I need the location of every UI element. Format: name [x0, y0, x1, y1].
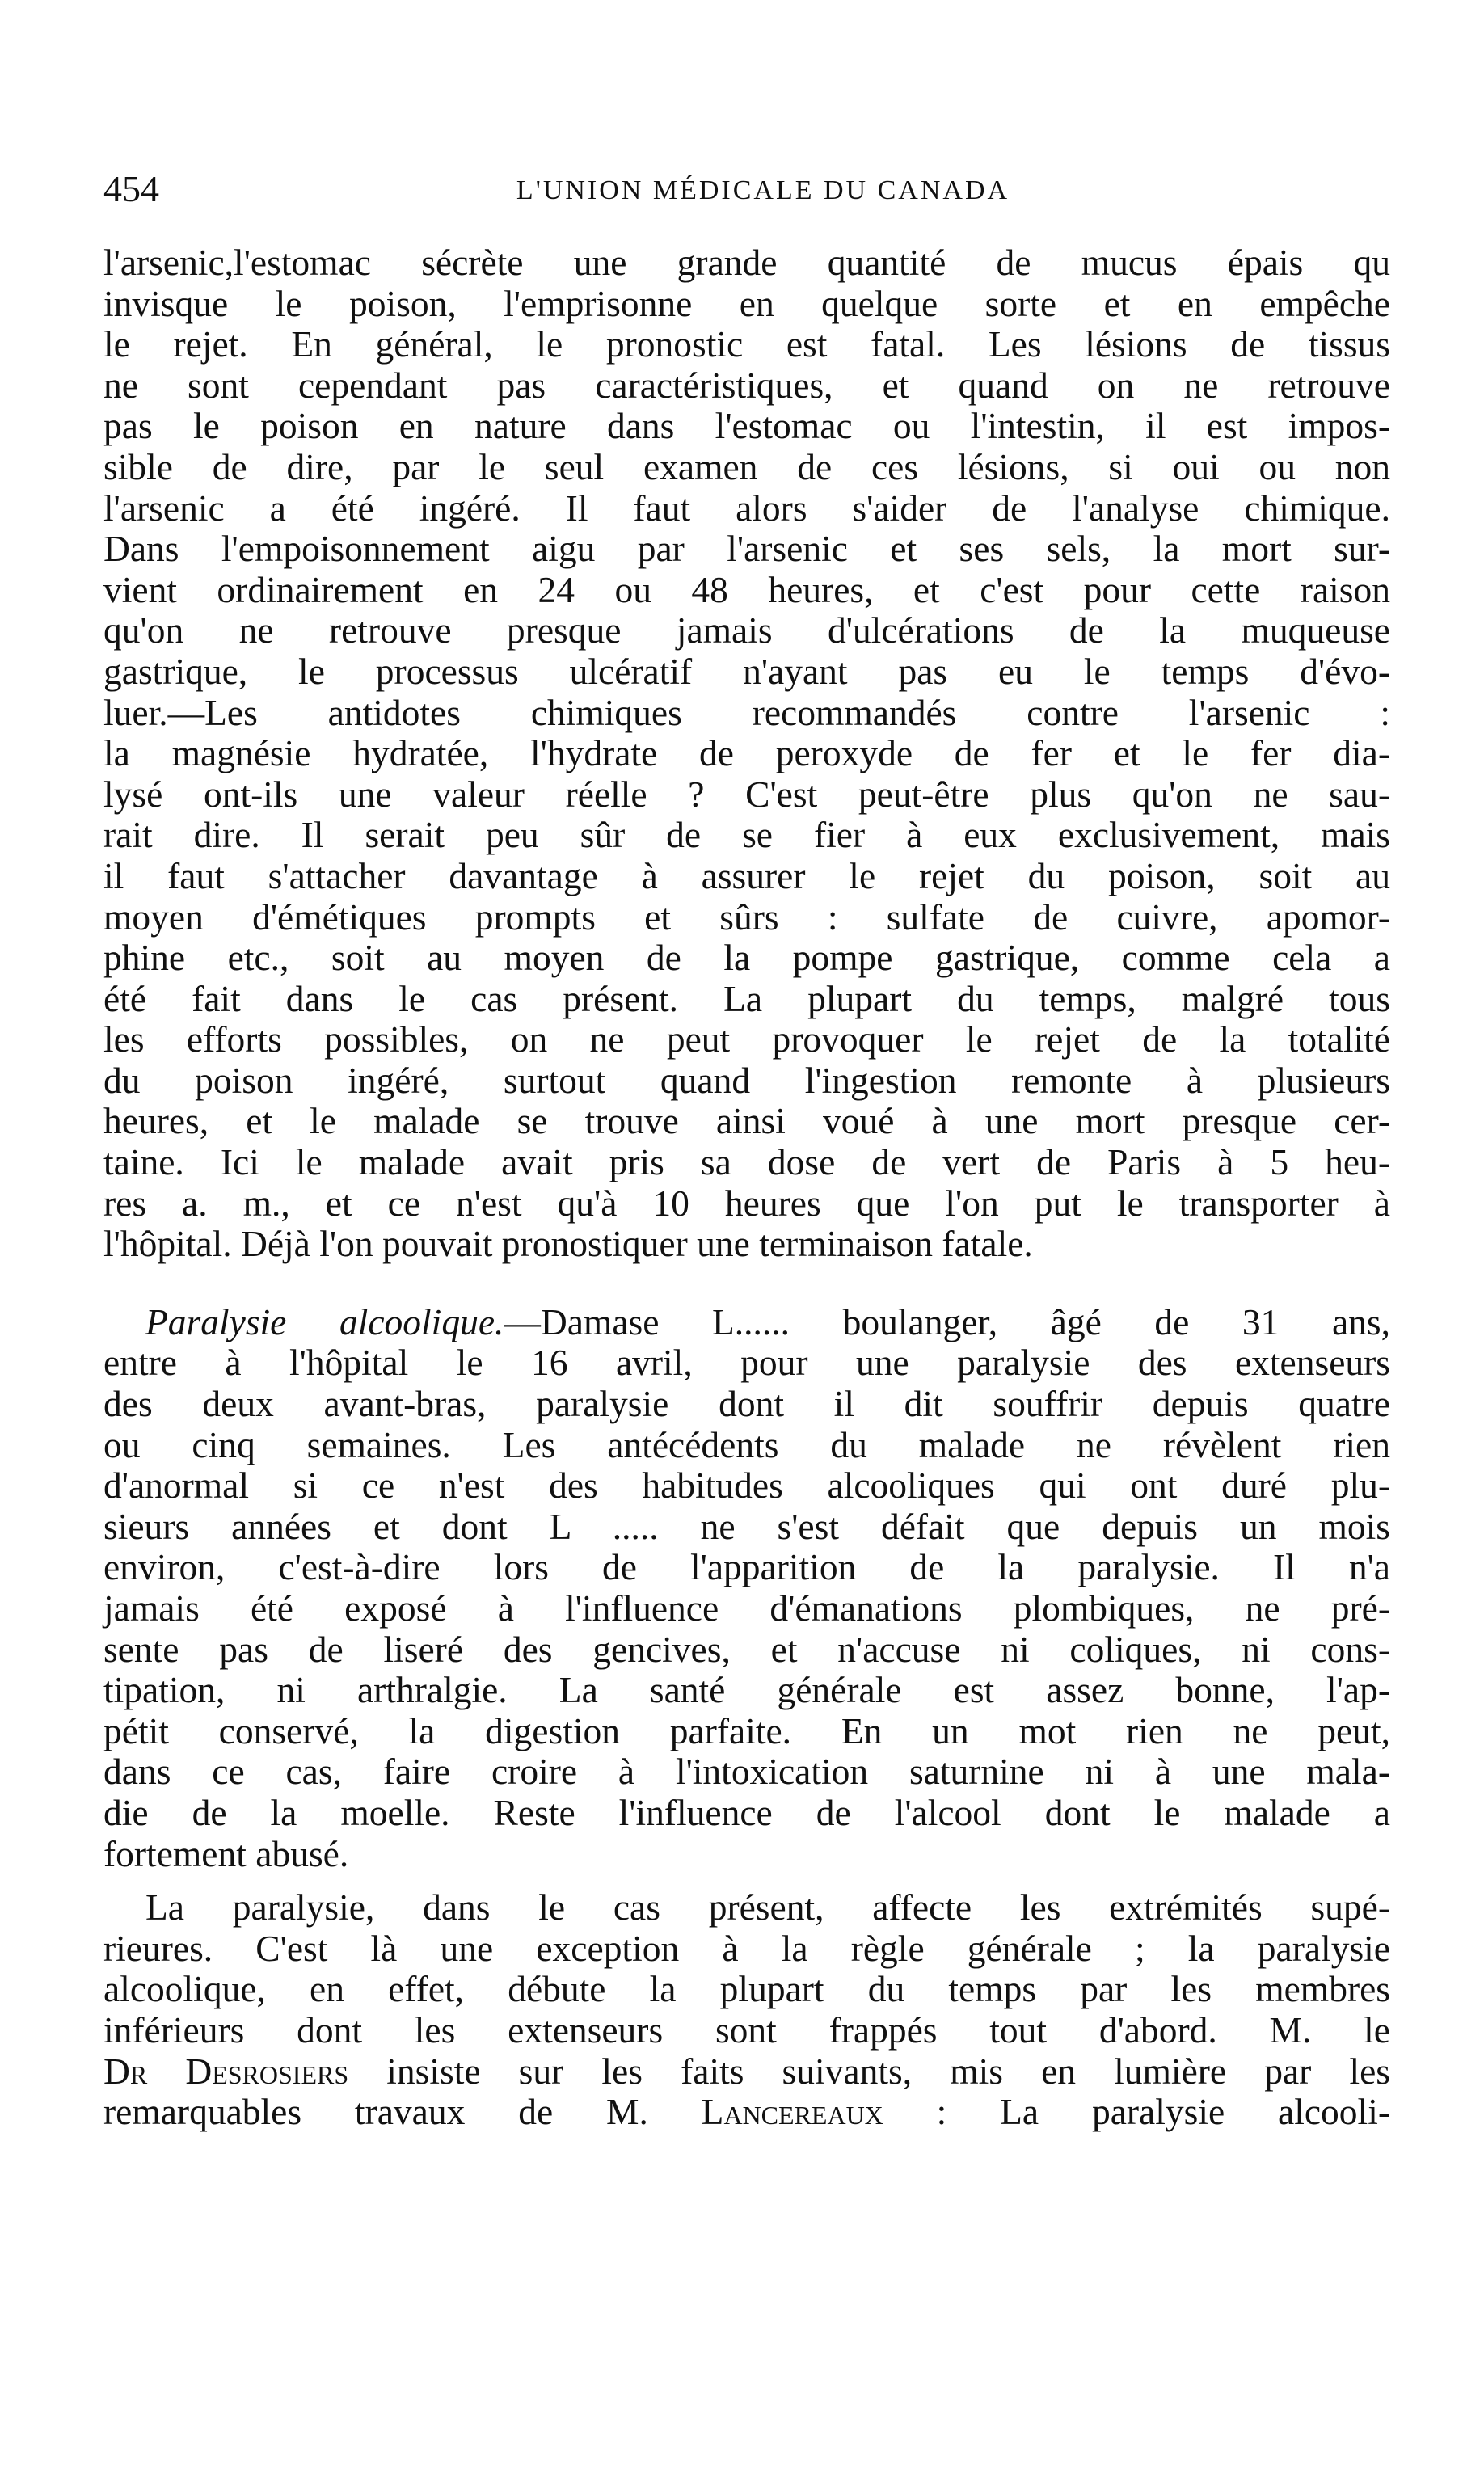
heading-continuation: —Damase L...... boulanger, âgé de 31 ans,: [504, 1300, 1390, 1342]
text-line: heures, et le malade se trouve ainsi voué à une mort presque cer-: [103, 1100, 1390, 1142]
text-line: luer.—Les antidotes chimiques recommandés contre l'arsenic :: [103, 691, 1390, 733]
text-line: vient ordinairement en 24 ou 48 heures, et c'est pour cette raison: [103, 568, 1390, 610]
text-line: des deux avant-bras, paralysie dont il dit souffrir depuis quatre: [103, 1383, 1390, 1425]
text-line: pas le poison en nature dans l'estomac ou l'intestin, il est impos-: [103, 405, 1390, 447]
section-heading: Paralysie alcoolique.: [145, 1300, 504, 1342]
text-line: taine. Ici le malade avait pris sa dose de vert de Paris à 5 heu-: [103, 1141, 1390, 1183]
paragraph-spacer: [103, 1874, 1390, 1887]
author-name-desrosiers: Dr Desrosiers: [103, 2050, 349, 2092]
text-line: rieures. C'est là une exception à la règle générale ; la paralysie: [103, 1927, 1390, 1969]
text-line: pétit conservé, la digestion parfaite. En un mot rien ne peut,: [103, 1709, 1390, 1751]
text-line: alcoolique, en effet, débute la plupart du temps par les membres: [103, 1968, 1390, 2010]
paragraph-paralysie: [103, 1302, 1390, 1874]
text-line: tipation, ni arthralgie. La santé générale est assez bonne, l'ap-: [103, 1669, 1390, 1711]
text-line: sente pas de liseré des gencives, et n'accuse ni coliques, ni cons-: [103, 1628, 1390, 1670]
paragraph-extremites: [103, 1887, 1390, 2133]
text-line: l'hôpital. Déjà l'on pouvait pronostiquer une terminaison fatale.: [103, 1223, 1033, 1265]
text-line: d'anormal si ce n'est des habitudes alcooliques qui ont duré plu-: [103, 1465, 1390, 1507]
text-line: [103, 1302, 1390, 1343]
text-line: sieurs années et dont L ..... ne s'est défait que depuis un mois: [103, 1505, 1390, 1547]
text-line: du poison ingéré, surtout quand l'ingestion remonte à plusieurs: [103, 1059, 1390, 1101]
page-header: [103, 165, 1390, 213]
author-name-lancereaux: Lancereaux: [701, 2091, 883, 2133]
text-line: le rejet. En général, le pronostic est fatal. Les lésions de tissus: [103, 323, 1390, 365]
text-line: La paralysie, dans le cas présent, affecte les extrémités supé-: [145, 1886, 1390, 1928]
text-line: environ, c'est-à-dire lors de l'apparition de la paralysie. Il n'a: [103, 1546, 1390, 1588]
text-line: res a. m., et ce n'est qu'à 10 heures que l'on put le transporter à: [103, 1182, 1390, 1224]
paragraph-spacer: [103, 1265, 1390, 1302]
text-line: l'arsenic,l'estomac sécrète une grande quantité de mucus épais qu: [103, 242, 1390, 283]
text-line: qu'on ne retrouve presque jamais d'ulcérations de la muqueuse: [103, 609, 1390, 651]
text-line: entre à l'hôpital le 16 avril, pour une paralysie des extenseurs: [103, 1342, 1390, 1384]
text-line: fortement abusé.: [103, 1832, 349, 1874]
text-line: la magnésie hydratée, l'hydrate de peroxyde de fer et le fer dia-: [103, 732, 1390, 774]
running-title: L'UNION MÉDICALE DU CANADA: [516, 175, 1010, 205]
text-line: [103, 2092, 1390, 2133]
text-line: dans ce cas, faire croire à l'intoxication saturnine ni à une mala-: [103, 1751, 1390, 1793]
text-line: invisque le poison, l'emprisonne en quelque sorte et en empêche: [103, 282, 1390, 324]
text-line: gastrique, le processus ulcératif n'ayant pas eu le temps d'évo-: [103, 650, 1390, 692]
text-line: l'arsenic a été ingéré. Il faut alors s'aider de l'analyse chimique.: [103, 487, 1390, 529]
line-continuation: insiste sur les faits suivants, mis en lumière par les: [348, 2050, 1391, 2092]
text-line: jamais été exposé à l'influence d'émanations plombiques, ne pré-: [103, 1587, 1390, 1629]
text-line: inférieurs dont les extenseurs sont frappés tout d'abord. M. le: [103, 2008, 1390, 2051]
text-line: rait dire. Il serait peu sûr de se fier à eux exclusivement, mais: [103, 814, 1390, 856]
text-line: phine etc., soit au moyen de la pompe gastrique, comme cela a: [103, 937, 1390, 979]
text-line: [103, 2051, 1390, 2093]
paragraph-arsenic: [103, 242, 1390, 1265]
text-line: ou cinq semaines. Les antécédents du malade ne révèlent rien: [103, 1423, 1390, 1465]
text-line: été fait dans le cas présent. La plupart du temps, malgré tous: [103, 977, 1390, 1019]
text-line: moyen d'émétiques prompts et sûrs : sulfate de cuivre, apomor-: [103, 896, 1390, 938]
line-continuation: : La paralysie alcooli-: [883, 2091, 1390, 2133]
body-text: [103, 242, 1390, 2133]
text-line: sible de dire, par le seul examen de ces lésions, si oui ou non: [103, 445, 1390, 487]
text-line: il faut s'attacher davantage à assurer le rejet du poison, soit au: [103, 854, 1390, 896]
page-number: 454: [103, 168, 159, 209]
text-line: Dans l'empoisonnement aigu par l'arsenic et ses sels, la mort sur-: [103, 528, 1390, 570]
text-line: les efforts possibles, on ne peut provoquer le rejet de la totalité: [103, 1018, 1390, 1060]
text-line: lysé ont-ils une valeur réelle ? C'est peut-être plus qu'on ne sau-: [103, 773, 1390, 815]
line-start: remarquables travaux de M.: [103, 2091, 702, 2133]
text-line: ne sont cependant pas caractéristiques, et quand on ne retrouve: [103, 364, 1390, 406]
text-line: die de la moelle. Reste l'influence de l'alcool dont le malade a: [103, 1791, 1390, 1833]
